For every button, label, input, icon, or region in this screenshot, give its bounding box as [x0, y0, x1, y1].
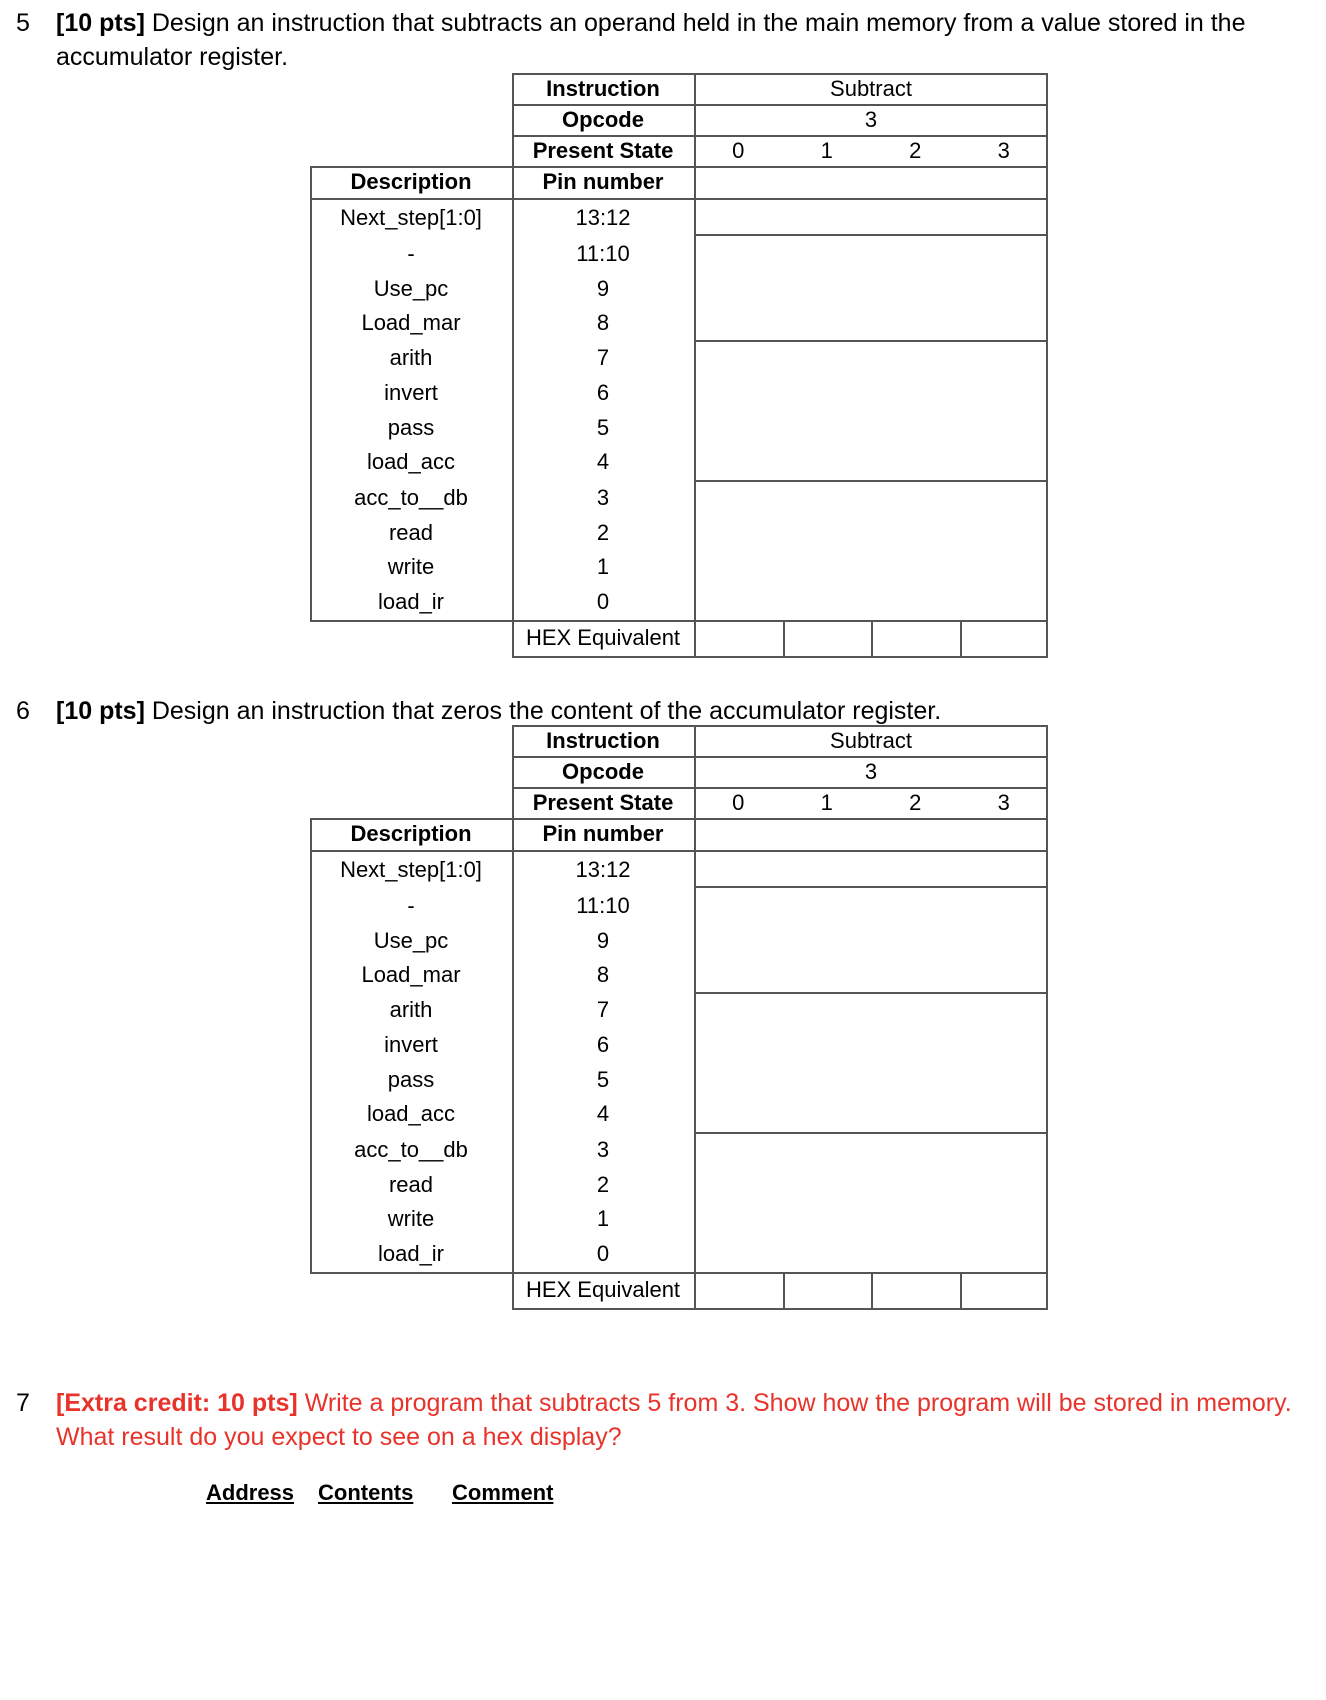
state-2: 2	[909, 790, 922, 815]
pin-number: 0	[596, 1241, 610, 1266]
pin-number: 9	[596, 928, 610, 953]
hex-cell-divider	[783, 1272, 785, 1308]
question-points: [10 pts]	[56, 9, 145, 37]
signal-name: -	[407, 241, 415, 266]
pin-number: 4	[596, 449, 610, 474]
state-0: 0	[732, 790, 745, 815]
state-1: 1	[820, 790, 833, 815]
question-number: 5	[16, 9, 30, 37]
pin-number: 6	[596, 1032, 610, 1057]
pin-number: 3	[596, 1137, 610, 1162]
hex-cell-divider	[871, 620, 873, 656]
nibble-cell-2	[694, 340, 1048, 482]
signal-name: read	[388, 1172, 434, 1197]
signal-name: Load_mar	[361, 962, 461, 987]
instruction-value: Subtract	[830, 76, 912, 101]
instruction-value: Subtract	[830, 728, 912, 753]
pin-number: 7	[596, 997, 610, 1022]
signal-name: read	[388, 520, 434, 545]
hex-cell-divider	[871, 1272, 873, 1308]
signal-name: arith	[389, 345, 433, 370]
signal-name: arith	[389, 997, 433, 1022]
question-body: Design an instruction that subtracts an operand held in the main memory from a value stored in the accumulator register.	[56, 9, 1246, 71]
pin-number: 1	[596, 554, 610, 579]
pin-number: 2	[596, 1172, 610, 1197]
question-points: [Extra credit: 10 pts]	[56, 1389, 298, 1417]
opcode-value: 3	[864, 759, 878, 784]
state-2: 2	[909, 138, 922, 163]
present-state-label: Present State	[532, 790, 674, 815]
pin-number: 9	[596, 276, 610, 301]
signal-name: Use_pc	[373, 928, 449, 953]
opcode-label: Opcode	[562, 107, 644, 132]
signal-name: load_acc	[366, 449, 456, 474]
contents-header: Contents	[318, 1480, 414, 1505]
signal-name: invert	[384, 1032, 438, 1057]
opcode-value: 3	[864, 107, 878, 132]
pin-number: 5	[596, 1067, 610, 1092]
signal-name: Use_pc	[373, 276, 449, 301]
pin-number: 8	[596, 310, 610, 335]
hex-equivalent-label: HEX Equivalent	[525, 625, 681, 650]
signal-name: pass	[387, 415, 435, 440]
pin-number: 3	[596, 485, 610, 510]
pin-number: 8	[596, 962, 610, 987]
nibble-cell-3	[694, 480, 1048, 622]
pin-number: 7	[596, 345, 610, 370]
pin-number: 2	[596, 520, 610, 545]
question-number: 7	[16, 1389, 30, 1417]
signal-name: Next_step[1:0]	[340, 857, 482, 882]
pin-number: 13:12	[575, 205, 631, 230]
nibble-cell-1	[694, 886, 1048, 994]
next-step-cell	[694, 198, 1048, 236]
opcode-label: Opcode	[562, 759, 644, 784]
hex-cell-divider	[960, 620, 962, 656]
question-text	[56, 1386, 1306, 1454]
control-table-q6	[0, 652, 1326, 1302]
signal-name: -	[407, 893, 415, 918]
question-number: 6	[16, 697, 30, 725]
signal-name: invert	[384, 380, 438, 405]
control-table-q5	[0, 0, 1326, 650]
nibble-cell-1	[694, 234, 1048, 342]
hex-cell-divider	[960, 1272, 962, 1308]
pin-number: 11:10	[576, 241, 630, 266]
instruction-label: Instruction	[546, 728, 660, 753]
pin-number: 0	[596, 589, 610, 614]
signal-name: write	[387, 1206, 435, 1231]
hex-equivalent-label: HEX Equivalent	[525, 1277, 681, 1302]
signal-name: load_ir	[377, 1241, 445, 1266]
nibble-cell-2	[694, 992, 1048, 1134]
pin-number: 6	[596, 380, 610, 405]
signal-name: load_acc	[366, 1101, 456, 1126]
pin-number: 11:10	[576, 893, 630, 918]
question-body: Write a program that subtracts 5 from 3. Show how the program will be stored in memory. What result do you expect to see on a hex display?	[56, 1389, 1292, 1451]
pin-number-label: Pin number	[542, 821, 664, 846]
grid-line	[310, 850, 512, 852]
description-label: Description	[350, 169, 472, 194]
description-label: Description	[350, 821, 472, 846]
comment-header: Comment	[452, 1480, 554, 1505]
signal-name: acc_to__db	[354, 485, 468, 510]
state-3: 3	[997, 138, 1010, 163]
pin-number: 13:12	[575, 857, 631, 882]
instruction-label: Instruction	[546, 76, 660, 101]
state-3: 3	[997, 790, 1010, 815]
signal-name: pass	[387, 1067, 435, 1092]
pin-number-label: Pin number	[542, 169, 664, 194]
nibble-cell-3	[694, 1132, 1048, 1274]
signal-name: acc_to__db	[354, 1137, 468, 1162]
pin-number: 4	[596, 1101, 610, 1126]
state-1: 1	[820, 138, 833, 163]
pin-number: 1	[596, 1206, 610, 1231]
signal-name: write	[387, 554, 435, 579]
grid-line	[310, 198, 512, 200]
next-step-cell	[694, 850, 1048, 888]
signal-name: load_ir	[377, 589, 445, 614]
present-state-label: Present State	[532, 138, 674, 163]
pin-number: 5	[596, 415, 610, 440]
signal-name: Next_step[1:0]	[340, 205, 482, 230]
state-0: 0	[732, 138, 745, 163]
address-header: Address	[206, 1480, 295, 1505]
question-body: Design an instruction that zeros the content of the accumulator register.	[144, 697, 942, 725]
hex-cell-divider	[783, 620, 785, 656]
signal-name: Load_mar	[361, 310, 461, 335]
question-points: [10 pts]	[56, 697, 145, 725]
